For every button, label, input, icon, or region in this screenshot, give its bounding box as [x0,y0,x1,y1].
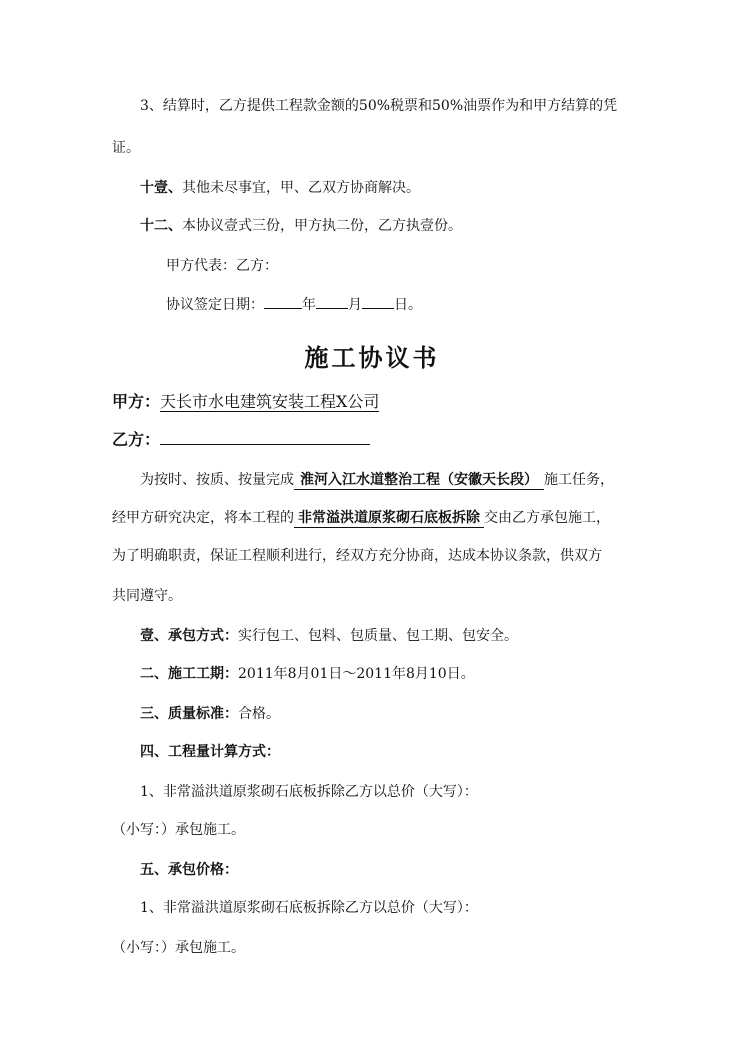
clause-12-text: 本协议壹式三份，甲方执二份，乙方执壹份。 [182,218,462,234]
clause-5-small-amount: （小写：）承包施工。 [112,940,245,956]
clause-11 [140,178,420,198]
party-b-label: 乙方： [112,430,161,449]
day-blank [362,294,394,309]
month-label: 月 [348,297,362,313]
day-label: 日。 [394,297,422,313]
party-a-value: 天长市水电建筑安装工程X公司 [160,392,380,411]
clause-3 [140,704,280,724]
clause-11-heading: 十壹、 [140,180,182,196]
clause-4-small-amount: （小写：）承包施工。 [112,822,245,838]
clause-12-heading: 十二、 [140,218,182,234]
year-blank [264,294,302,309]
clause-2 [140,664,475,684]
intro-line-4: 共同遵守。 [112,588,182,604]
clause-3-heading: 三、质量标准： [140,706,238,722]
clause-2-heading: 二、施工工期： [140,666,238,682]
document-title: 施工协议书 [304,343,440,372]
clause-3-text: 合格。 [238,706,280,722]
intro-2a: 经甲方研究决定，将本工程的 [112,510,294,526]
representatives-line: 甲方代表：乙方： [166,258,278,274]
item3-line2: 证。 [112,140,140,156]
signing-date-line [166,294,422,315]
intro-1c: 施工任务， [544,472,614,488]
signing-date-label: 协议签定日期： [166,297,264,313]
party-a-label: 甲方： [112,392,161,411]
intro-1a: 为按时、按质、按量完成 [140,472,294,488]
party-b-line [112,430,370,450]
clause-11-text: 其他未尽事宜，甲、乙双方协商解决。 [182,180,420,196]
project-name: 淮河入江水道整治工程（安徽天长段） [294,471,544,490]
clause-1-heading: 壹、承包方式： [140,628,238,644]
clause-2-text: 2011年8月01日～2011年8月10日。 [238,666,475,682]
clause-5-heading: 五、承包价格： [140,862,238,878]
clause-12 [140,216,462,236]
year-label: 年 [302,297,316,313]
party-a-line [112,392,379,412]
clause-4-item-1: 1、非常溢洪道原浆砌石底板拆除乙方以总价（大写）： [140,784,478,800]
clause-4-heading: 四、工程量计算方式： [140,744,280,760]
clause-1 [140,626,518,646]
party-b-blank [160,430,370,445]
intro-line-2 [112,508,610,528]
month-blank [316,294,348,309]
intro-line-1 [140,470,614,490]
intro-line-3: 为了明确职责，保证工程顺利进行，经双方充分协商，达成本协议条款，供双方 [112,548,602,564]
item3-line1: 3、结算时，乙方提供工程款金额的50%税票和50%油票作为和甲方结算的凭 [140,98,618,114]
work-item-name: 非常溢洪道原浆砌石底板拆除 [294,509,484,528]
clause-1-text: 实行包工、包料、包质量、包工期、包安全。 [238,628,518,644]
intro-2c: 交由乙方承包施工， [484,510,610,526]
clause-5-item-1: 1、非常溢洪道原浆砌石底板拆除乙方以总价（大写）： [140,900,478,916]
